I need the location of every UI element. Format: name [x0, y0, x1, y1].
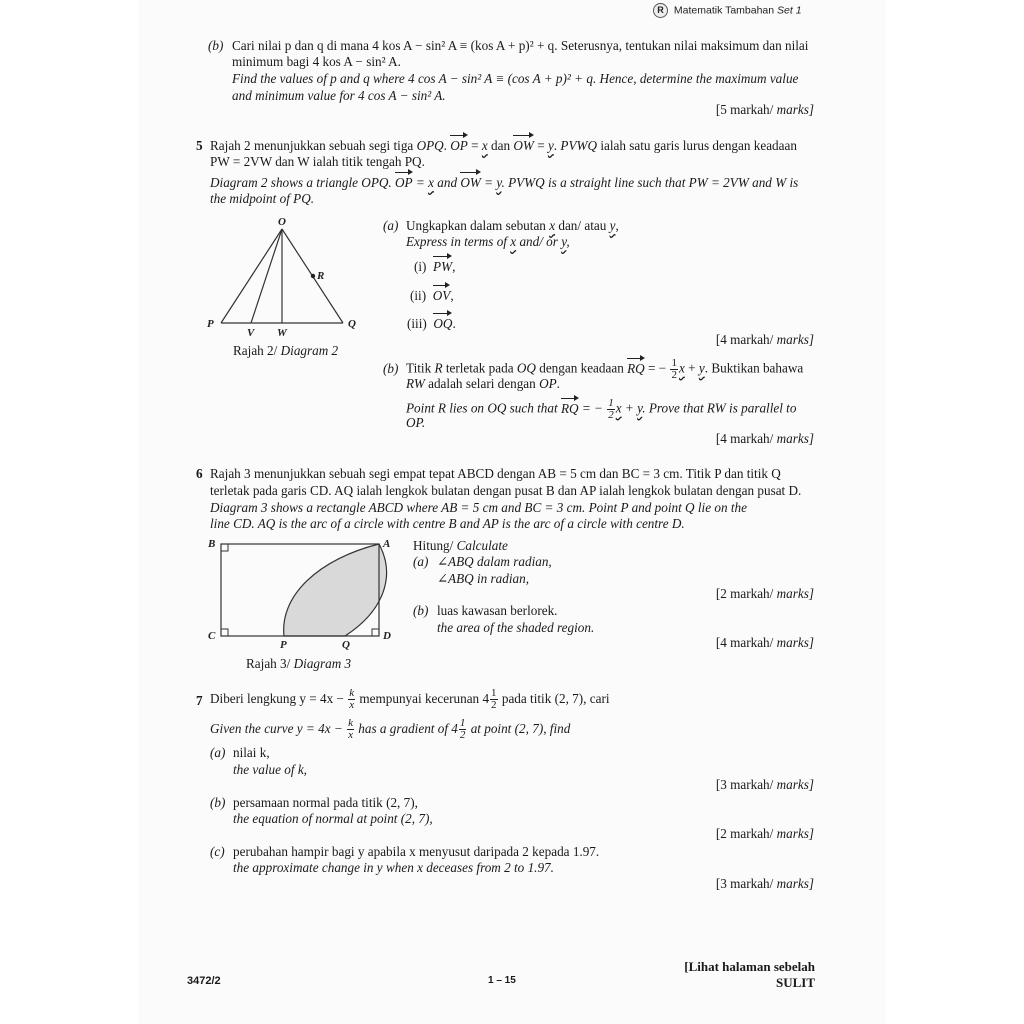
- q4b-malay-line1: Cari nilai p dan q di mana 4 kos A − sin² A ≡ (kos A + p)² + q. Seterusnya, tentukan nilai maksimum dan nilai: [232, 38, 809, 53]
- q5a-item-iii: (iii) OQ.: [407, 316, 456, 331]
- q5a-english: Express in terms of x and/ or y,: [406, 234, 570, 249]
- svg-text:R: R: [317, 270, 325, 282]
- page-header: [650, 3, 802, 18]
- q5b-english-line2: OP.: [406, 415, 426, 430]
- q4b-english-line1: Find the values of p and q where 4 cos A − sin² A ≡ (cos A + p)² + q. Hence, determine the maximum value: [232, 71, 799, 86]
- q5-malay-line2: PW = 2VW dan W ialah titik tengah PQ.: [210, 154, 425, 169]
- header-title: Matematik Tambahan: [673, 4, 775, 17]
- svg-text:D: D: [383, 630, 391, 642]
- q6-english-line1: Diagram 3 shows a rectangle ABCD where AB = 5 cm and BC = 3 cm. Point P and point Q lie on the: [210, 500, 747, 515]
- q7c-english: the approximate change in y when x deceases from 2 to 1.97.: [233, 860, 554, 875]
- q7-number: 7: [196, 693, 203, 708]
- q6b-marks: [4 markah/ marks]: [715, 635, 814, 650]
- q4b-marks: [5 markah/ marks]: [715, 102, 814, 117]
- svg-text:B: B: [208, 538, 216, 550]
- q7c-label: (c): [210, 844, 225, 859]
- q7b-english: the equation of normal at point (2, 7),: [233, 811, 433, 826]
- q7a-label: (a): [210, 745, 226, 760]
- q5-number: 5: [196, 138, 203, 153]
- q4b-malay-line2: minimum bagi 4 kos A − sin² A.: [232, 54, 401, 69]
- diagram-2-caption: Rajah 2/ Diagram 2: [233, 343, 339, 358]
- q5b-malay-line2: RW adalah selari dengan OP.: [406, 376, 560, 391]
- q5b-malay-line1: Titik R terletak pada OQ dengan keadaan RQ = − $\frac{1}{2}$ x + y. Buktikan bahawa: [406, 357, 804, 381]
- q7a-english: the value of k,: [233, 762, 307, 777]
- q5b-english-line1: Point R lies on OQ such that RQ = − $\frac{1}{2}$ x + y. Prove that RW is parallel to: [406, 397, 797, 421]
- q5a-malay: Ungkapkan dalam sebutan x dan/ atau y,: [406, 218, 619, 233]
- q7-english: Given the curve y = 4x − $\frac{k}{x}$ has a gradient of 4 $\frac{1}{2}$ at point (2, 7), find: [210, 717, 571, 742]
- q6a-malay: ∠ABQ dalam radian,: [437, 554, 552, 569]
- q6b-malay: luas kawasan berlorek.: [437, 603, 558, 618]
- q7a-marks: [3 markah/ marks]: [715, 777, 814, 792]
- q5a-item-i: (i) PW,: [414, 259, 456, 274]
- diagram-2-triangle: [205, 215, 365, 340]
- q6a-marks: [2 markah/ marks]: [715, 586, 814, 601]
- q5-english-line2: the midpoint of PQ.: [210, 191, 315, 206]
- q4b-english-line2: and minimum value for 4 cos A − sin² A.: [232, 88, 446, 103]
- footer-classification: SULIT: [775, 975, 815, 990]
- q5-malay-line1: Rajah 2 menunjukkan sebuah segi tiga OPQ. OP = x dan OW = y. PVWQ ialah satu garis lurus dengan keadaan: [210, 138, 797, 153]
- svg-text:C: C: [208, 630, 216, 642]
- q5b-label: (b): [383, 361, 399, 376]
- svg-text:P: P: [207, 318, 214, 330]
- q6a-english: ∠ABQ in radian,: [437, 571, 530, 586]
- footer-code: 3472/2: [187, 975, 221, 987]
- svg-text:O: O: [278, 216, 286, 228]
- q6a-label: (a): [413, 554, 429, 569]
- q7c-marks: [3 markah/ marks]: [715, 876, 814, 891]
- svg-text:Q: Q: [342, 639, 350, 650]
- q6b-label: (b): [413, 603, 429, 618]
- q7b-marks: [2 markah/ marks]: [715, 826, 814, 841]
- q5a-label: (a): [383, 218, 399, 233]
- svg-text:P: P: [280, 639, 287, 650]
- footer-next-page: [Lihat halaman sebelah: [684, 959, 815, 974]
- svg-text:V: V: [247, 327, 255, 339]
- footer-page-number: 1 – 15: [488, 975, 516, 986]
- diagram-3-caption: Rajah 3/ Diagram 3: [246, 656, 352, 671]
- diagram-3-rectangle: [205, 535, 405, 650]
- q7-malay: Diberi lengkung y = 4x − $\frac{k}{x}$ mempunyai kecerunan 4 $\frac{1}{2}$ pada titik (2, 7), cari: [210, 687, 610, 712]
- publisher-logo-icon: R: [653, 3, 668, 18]
- q7b-malay: persamaan normal pada titik (2, 7),: [233, 795, 418, 810]
- svg-text:A: A: [383, 538, 391, 550]
- svg-text:Q: Q: [348, 318, 356, 330]
- q6-malay-line2: terletak pada garis CD. AQ ialah lengkok bulatan dengan pusat B dan AP ialah lengkok bulatan dengan pusat D.: [210, 483, 802, 498]
- q6b-english: the area of the shaded region.: [437, 620, 595, 635]
- q6-malay-line1: Rajah 3 menunjukkan sebuah segi empat tepat ABCD dengan AB = 5 cm dan BC = 3 cm. Titik P dan titik Q: [210, 466, 781, 481]
- q5-english-line1: Diagram 2 shows a triangle OPQ. OP = x and OW = y. PVWQ is a straight line such that PW = 2VW and W is: [210, 175, 799, 190]
- q7a-malay: nilai k,: [233, 745, 270, 760]
- q7b-label: (b): [210, 795, 226, 810]
- q6-intro: Hitung/ Calculate: [413, 538, 508, 553]
- q5a-marks: [4 markah/ marks]: [715, 332, 814, 347]
- q4b-label: (b): [208, 38, 224, 53]
- header-set: Set 1: [777, 4, 802, 17]
- q6-english-line2: line CD. AQ is the arc of a circle with centre B and AP is the arc of a circle with centre D.: [210, 516, 685, 531]
- svg-text:W: W: [277, 327, 287, 339]
- q6-number: 6: [196, 466, 203, 481]
- q5a-item-ii: (ii) OV,: [410, 288, 454, 303]
- q5b-marks: [4 markah/ marks]: [715, 431, 814, 446]
- q7c-malay: perubahan hampir bagi y apabila x menyusut daripada 2 kepada 1.97.: [233, 844, 600, 859]
